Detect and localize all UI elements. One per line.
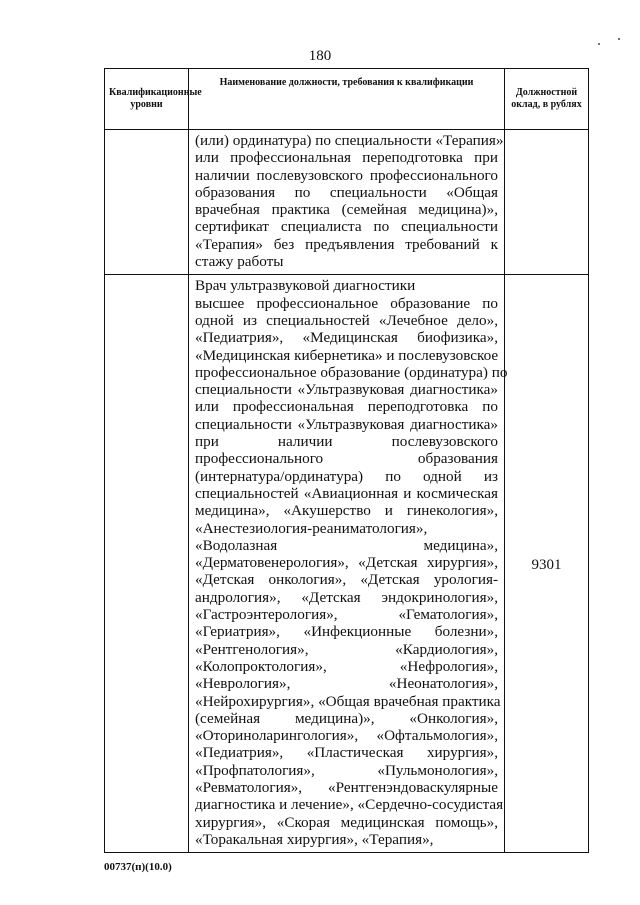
text-line: специальности «Ультразвуковая диагностика»: [195, 381, 498, 399]
header-qualification-levels: Квалификационные уровни: [105, 69, 189, 130]
requirements-cell: [189, 130, 505, 275]
text-line: хирургия», «Скорая медицинская помощь»,: [195, 813, 498, 831]
text-line: (интернатура/ординатура) по одной из: [195, 467, 498, 485]
text-line: (или) ординатура) по специальности «Терапия»: [195, 132, 504, 149]
text-line: «Педиатрия», «Пластическая хирургия»,: [195, 744, 498, 762]
text-line: «Гастроэнтерология», «Гематология»,: [195, 606, 498, 624]
text-line: медицина», «Акушерство и гинекология»,: [195, 502, 498, 520]
text-line: «Оториноларингология», «Офтальмология»,: [195, 727, 498, 745]
text-line: «Ревматология», «Рентгенэндоваскулярные: [195, 778, 498, 796]
text-line: или профессиональная переподготовка при: [195, 149, 498, 167]
text-line: «Водолазная медицина»,: [195, 536, 498, 554]
document-code: 00737(п)(10.0): [104, 861, 172, 873]
table-row: [105, 275, 589, 853]
text-line: «Детская онкология», «Детская урология-: [195, 571, 498, 589]
scan-speck: [598, 43, 600, 45]
text-line: «Педиатрия», «Медицинская биофизика»,: [195, 329, 498, 347]
text-line: при наличии послевузовского: [195, 433, 498, 451]
text-line: Врач ультразвуковой диагностики: [195, 277, 416, 295]
text-line: стажу работы: [195, 253, 284, 271]
requirements-cell: [189, 275, 508, 853]
qualification-level-cell: [105, 275, 189, 853]
text-line: андрология», «Детская эндокринология»,: [195, 588, 498, 606]
text-line: профессионального образования: [195, 450, 498, 468]
text-line: «Нейрохирургия», «Общая врачебная практика: [195, 692, 501, 710]
header-position-requirements: Наименование должности, требования к квалификации: [189, 69, 505, 130]
text-line: «Медицинская кибернетика» и послевузовское: [195, 346, 499, 364]
text-line: высшее профессиональное образование по: [195, 294, 498, 312]
text-line: образования по специальности «Общая: [195, 183, 498, 201]
text-line: специальности «Ультразвуковая диагностика»: [195, 415, 498, 433]
text-line: «Рентгенология», «Кардиология»,: [195, 640, 498, 658]
salary-value: 9301: [505, 275, 589, 853]
text-line: «Гериатрия», «Инфекционные болезни»,: [195, 623, 498, 641]
text-line: врачебная практика (семейная медицина)»,: [195, 201, 498, 219]
text-line: «Колопроктология», «Нефрология»,: [195, 657, 498, 675]
text-line: профессиональное образование (ординатура) по: [195, 363, 508, 381]
text-line: «Неврология», «Неонатология»,: [195, 675, 498, 693]
text-line: одной из специальностей «Лечебное дело»,: [195, 311, 498, 329]
text-line: сертификат специалиста по специальности: [195, 218, 498, 236]
text-line: или профессиональная переподготовка по: [195, 398, 498, 416]
qualification-level-cell: [105, 130, 189, 275]
text-line: диагностика и лечение», «Сердечно-сосудистая: [195, 796, 504, 814]
table-row: [105, 130, 589, 275]
text-line: «Дерматовенерология», «Детская хирургия»,: [195, 554, 498, 572]
page-number: 180: [308, 48, 332, 64]
text-line: «Анестезиология-реаниматология»,: [195, 519, 428, 537]
salary-cell: [505, 130, 589, 275]
text-line: (семейная медицина)», «Онкология»,: [195, 709, 498, 727]
qualification-table: [104, 68, 589, 853]
text-line: «Терапия» без предъявления требований к: [195, 235, 498, 253]
text-line: «Профпатология», «Пульмонология»,: [195, 761, 498, 779]
scan-speck: [618, 38, 620, 40]
table-header-row: [105, 69, 589, 130]
text-line: «Торакальная хирургия», «Терапия»,: [195, 830, 434, 848]
text-line: наличии послевузовского профессионального: [195, 166, 498, 184]
header-salary: Должностной оклад, в рублях: [505, 69, 589, 130]
text-line: специальностей «Авиационная и космическая: [195, 484, 498, 502]
